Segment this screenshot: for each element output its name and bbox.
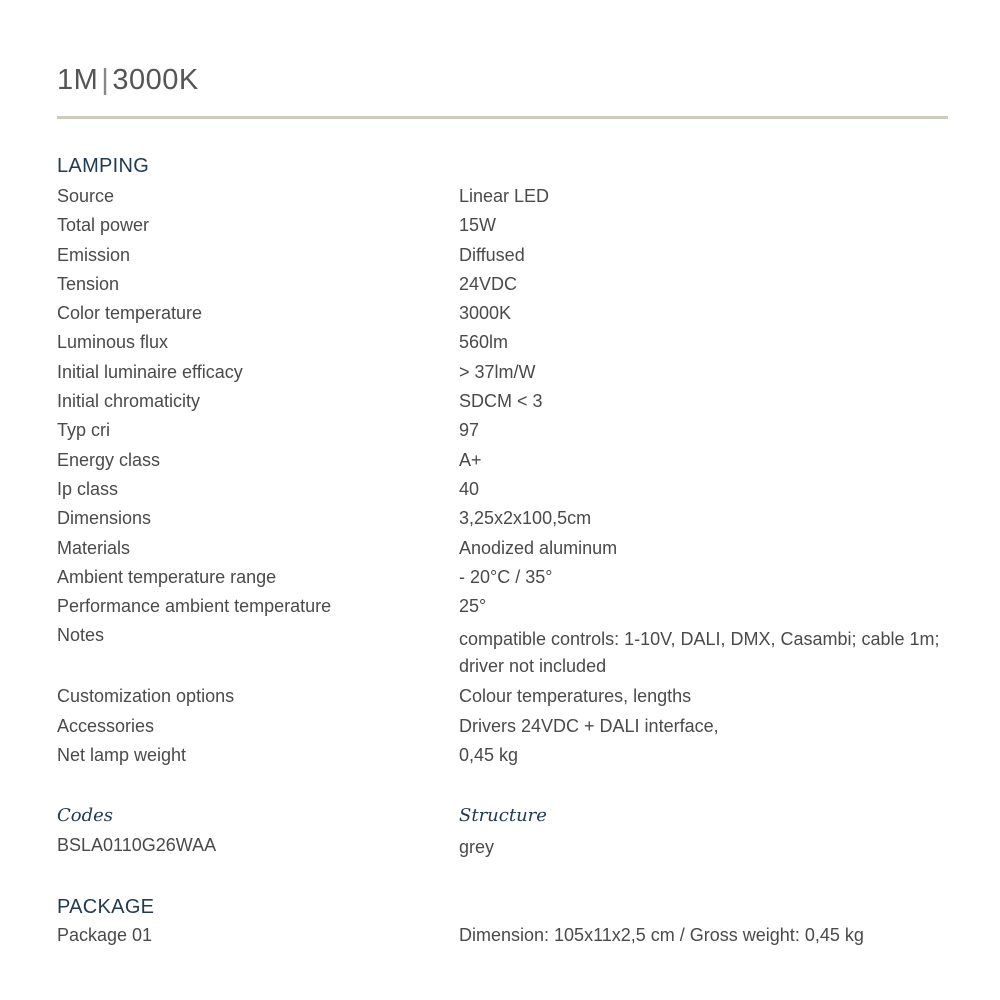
spec-label: Tension [57, 273, 120, 294]
spec-row [57, 621, 948, 682]
spec-label: Performance ambient temperature [57, 596, 332, 617]
structure-value: grey [459, 837, 495, 857]
spec-row [57, 241, 948, 270]
spec-row [57, 741, 948, 770]
spec-row [57, 712, 948, 741]
spec-value: 3,25x2x100,5cm [459, 508, 592, 529]
spec-value: A+ [459, 449, 482, 470]
spec-label: Materials [57, 537, 131, 558]
spec-value: compatible controls: 1-10V, DALI, DMX, Casambi; cable 1m; driver not included [459, 629, 940, 677]
spec-label: Source [57, 186, 115, 206]
spec-value: 24VDC [459, 273, 518, 294]
spec-row [57, 592, 948, 621]
spec-label: Customization options [57, 686, 235, 707]
package-value: Dimension: 105x11x2,5 cm / Gross weight: 0,45 kg [459, 925, 864, 945]
spec-row [57, 475, 948, 504]
spec-label: Notes [57, 625, 105, 646]
spec-label: Typ cri [57, 420, 111, 441]
spec-label: Energy class [57, 449, 161, 470]
spec-row [57, 270, 948, 299]
spec-row [57, 416, 948, 445]
spec-value: Anodized aluminum [459, 537, 618, 558]
spec-row [57, 682, 948, 711]
spec-label: Luminous flux [57, 332, 169, 353]
codes-value: BSLA0110G26WAA [57, 835, 217, 855]
spec-row [57, 182, 948, 211]
spec-row [57, 387, 948, 416]
package-label: Package 01 [57, 925, 153, 945]
spec-value: Colour temperatures, lengths [459, 686, 692, 707]
package-row [57, 925, 948, 946]
spec-value: - 20°C / 35° [459, 566, 553, 587]
spec-value: 3000K [459, 303, 512, 324]
spec-value: 0,45 kg [459, 745, 519, 766]
spec-value: Diffused [459, 244, 525, 265]
spec-value: Linear LED [459, 186, 550, 206]
spec-row [57, 446, 948, 475]
spec-label: Ip class [57, 478, 119, 499]
spec-value: 25° [459, 596, 487, 617]
spec-label: Initial luminaire efficacy [57, 361, 243, 382]
spec-row [57, 211, 948, 240]
spec-value: 15W [459, 215, 497, 236]
structure-heading: Structure [459, 805, 547, 826]
title-divider [57, 116, 948, 119]
spec-label: Accessories [57, 715, 155, 736]
spec-label: Color temperature [57, 303, 203, 324]
spec-row [57, 563, 948, 592]
lamping-spec-table [57, 182, 948, 770]
spec-row [57, 504, 948, 533]
spec-row [57, 328, 948, 357]
title-length: 1M [57, 64, 99, 96]
spec-label: Initial chromaticity [57, 391, 201, 412]
title-separator: | [101, 64, 110, 96]
spec-value: Drivers 24VDC + DALI interface, [459, 715, 719, 736]
spec-label: Emission [57, 244, 131, 265]
spec-value: 97 [459, 420, 480, 441]
spec-value: 560lm [459, 332, 509, 353]
spec-row [57, 534, 948, 563]
spec-value: SDCM < 3 [459, 391, 543, 412]
title-temperature: 3000K [112, 64, 199, 96]
package-heading: PACKAGE [57, 896, 155, 918]
spec-label: Net lamp weight [57, 745, 187, 766]
spec-row [57, 358, 948, 387]
lamping-heading: LAMPING [57, 155, 150, 177]
page-title [57, 64, 199, 97]
spec-value: 40 [459, 478, 480, 499]
spec-label: Ambient temperature range [57, 566, 277, 587]
spec-value: > 37lm/W [459, 361, 536, 382]
codes-heading: Codes [57, 805, 114, 826]
spec-row [57, 299, 948, 328]
spec-label: Total power [57, 215, 150, 236]
spec-label: Dimensions [57, 508, 152, 529]
